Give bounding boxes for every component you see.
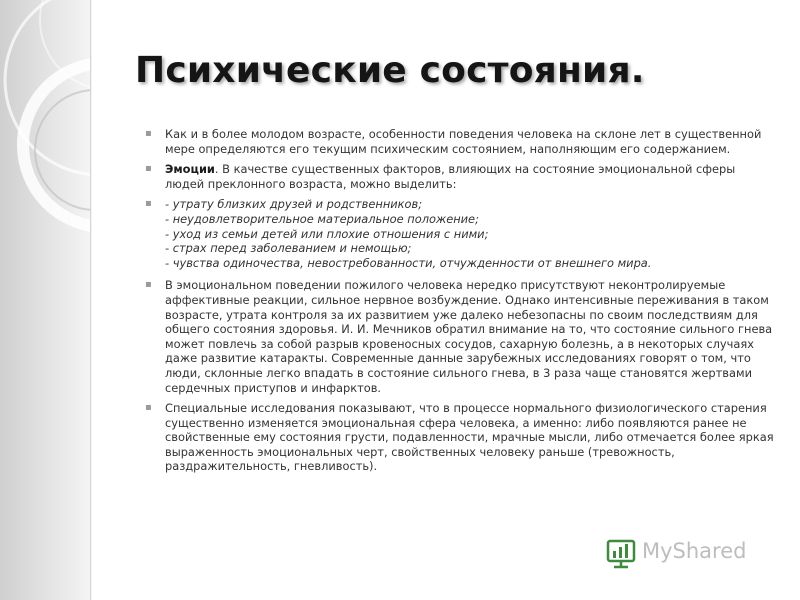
paragraph-1-text: Как и в более молодом возрасте, особенности поведения человека на склоне лет в существенной мере определяются его текущим психическим состоянием, наполняющим его содержанием.: [165, 127, 762, 156]
list-item: - утрату близких друзей и родственников;: [165, 197, 423, 212]
list-item: - неудовлетворительное материальное положение;: [165, 211, 479, 226]
bullet-icon: ▪: [145, 128, 152, 139]
decorative-side-band: [0, 0, 90, 600]
list-item: - страх перед заболеванием и немощью;: [165, 241, 412, 256]
paragraph-2-bold: Эмоции: [165, 162, 215, 177]
side-band-edge: [90, 0, 92, 600]
slide-title: Психические состояния.: [135, 50, 645, 91]
bullet-icon: ▪: [145, 163, 152, 175]
list-item: - уход из семьи детей или плохие отношения с ними;: [165, 226, 489, 241]
list-item: - чувства одиночества, невостребованности, отчужденности от внешнего мира.: [165, 255, 652, 270]
bullet-icon: ▪: [145, 279, 152, 291]
paragraph-3: [145, 278, 775, 395]
decorative-rings: [0, 0, 90, 600]
slide-content: [145, 127, 775, 480]
paragraph-3-text: В эмоциональном поведении пожилого человека нередко присутствуют неконтролируемые аффективные реакции, сильное нервное возбуждение. Однако интенсивные переживания в таком возрасте, утрата контроля за их развитием уже далеко небезопасны по своим последствиям для общего состояния здоровья. И. И. Мечников обратил внимание на то, что состояние сильного гнева может повлечь за собой разрыв кровеносных сосудов, сахарную болезнь, а в некоторых случаях даже развитие катаракты. Современные данные зарубежных исследованиях говорят о том, что люди, склонные легко впадать в состояние сильного гнева, в 3 раза чаще становятся жертвами сердечных приступов и инфарктов.: [165, 278, 773, 395]
watermark-text: MyShared: [642, 539, 747, 563]
bullet-icon: ▪: [145, 198, 152, 210]
paragraph-2-text: . В качестве существенных факторов, влияющих на состояние эмоциональной сферы людей преклонного возраста, можно выделить:: [165, 162, 736, 191]
paragraph-4: [145, 401, 775, 474]
paragraph-4-text: Специальные исследования показывают, что в процессе нормального физиологического старения существенно изменяется эмоциональная сфера человека, а именно: либо появляются ранее не свойственные ему состояния грусти, подавленности, мрачные мысли, либо отмечается более яркая выраженность эмоциональных черт, свойственных человеку раньше (тревожность, раздражительность, гневливость).: [165, 401, 774, 474]
paragraph-1: [145, 127, 775, 156]
factors-list: [145, 197, 775, 270]
paragraph-2: [145, 162, 775, 191]
myshared-logo-icon: [606, 535, 638, 569]
bullet-icon: ▪: [145, 402, 152, 414]
myshared-watermark: [606, 535, 766, 571]
